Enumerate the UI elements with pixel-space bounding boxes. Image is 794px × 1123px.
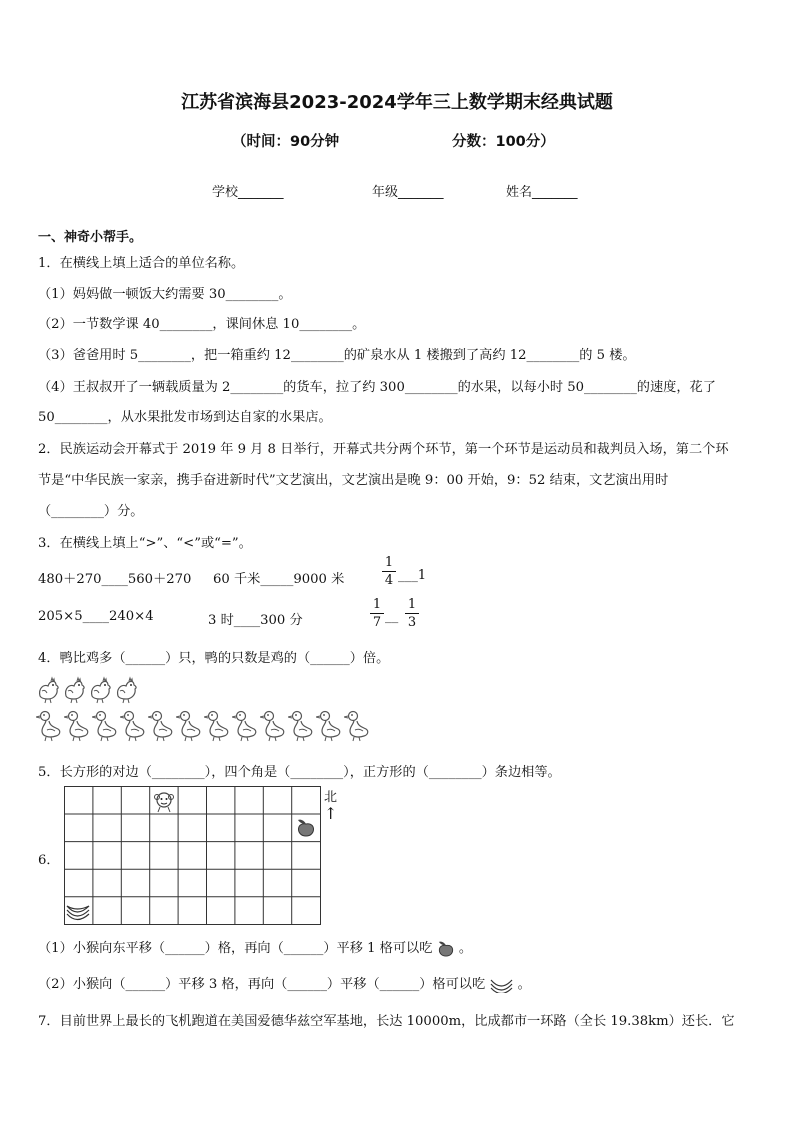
q6-part2 xyxy=(38,973,531,993)
q2-line2: 节是“中华民族一家亲，携手奋进新时代”文艺演出，文艺演出是晚 9：00 开始，9：52 结束，文艺演出用时 xyxy=(38,473,669,488)
duck-icon xyxy=(232,710,258,742)
duck-icon xyxy=(148,710,174,742)
q1-part4-line2: 50________，从水果批发市场到达自家的水果店。 xyxy=(38,410,332,425)
chicken-icon xyxy=(36,676,60,704)
q3-stem: 3．在横线上填上“>”、“<”或“=”。 xyxy=(38,536,252,551)
q6-part2-end: 。 xyxy=(517,977,531,992)
q6-label: 6． xyxy=(38,853,60,868)
chicken-icon xyxy=(62,676,86,704)
fraction-numerator: 1 xyxy=(372,597,382,612)
fraction-numerator: 1 xyxy=(407,597,417,612)
duck-icon xyxy=(288,710,314,742)
monkey-icon xyxy=(155,793,174,812)
fraction-bar xyxy=(405,613,419,614)
duck-icon xyxy=(176,710,202,742)
q1-stem: 1．在横线上填上适合的单位名称。 xyxy=(38,256,245,271)
q6-part1-end: 。 xyxy=(458,941,473,956)
fraction-numerator: 1 xyxy=(384,555,394,570)
q6-part1-text: （1）小猴向东平移（______）格，再向（______）平移 1 格可以吃 xyxy=(38,941,433,956)
q3-r1-b: 60 千米_____9000 米 xyxy=(213,572,345,587)
chicken-icon xyxy=(88,676,112,704)
q1-part3: （3）爸爸用时 5________，把一箱重约 12________的矿泉水从 1 楼搬到了高约 12________的 5 楼。 xyxy=(38,348,636,363)
school-field: 学校_______ xyxy=(212,185,284,200)
grade-field: 年级_______ xyxy=(372,185,444,200)
fraction-denominator: 4 xyxy=(384,573,394,588)
north-label: 北 xyxy=(324,790,338,805)
duck-icon xyxy=(92,710,118,742)
banana-icon xyxy=(489,977,513,993)
peach-icon xyxy=(298,820,314,836)
fraction-denominator: 7 xyxy=(372,615,382,630)
q1-part1: （1）妈妈做一顿饭大约需要 30________。 xyxy=(38,287,292,302)
exam-time: （时间：90分钟 xyxy=(232,134,340,150)
duck-icon xyxy=(344,710,370,742)
section-title: 一、神奇小帮手。 xyxy=(38,230,143,245)
q3-r2-b: 3 时____300 分 xyxy=(208,613,303,628)
duck-icon xyxy=(120,710,146,742)
fraction-bar xyxy=(370,613,384,614)
page-title: 江苏省滨海县2023-2024学年三上数学期末经典试题 xyxy=(181,92,613,113)
duck-icon xyxy=(204,710,230,742)
peach-icon xyxy=(437,941,455,957)
q6-part1 xyxy=(38,937,472,957)
q5-stem: 5．长方形的对边（________），四个角是（________），正方形的（________）条边相等。 xyxy=(38,765,561,780)
q4-stem: 4．鸭比鸡多（______）只，鸭的只数是鸡的（______）倍。 xyxy=(38,651,390,666)
fraction-1-4 xyxy=(382,555,396,588)
chicken-icon xyxy=(114,676,138,704)
q3-r1-a: 480＋270____560＋270 xyxy=(38,572,192,587)
q3-r2-c: __ xyxy=(385,609,399,624)
grid-map xyxy=(64,786,322,926)
q2-line1: 2．民族运动会开幕式于 2019 年 9 月 8 日举行，开幕式共分两个环节，第一个环节是运动员和裁判员入场，第二个环 xyxy=(38,442,729,457)
q1-part4-line1: （4）王叔叔开了一辆载质量为 2________的货车，拉了约 300________的水果，以每小时 50________的速度，花了 xyxy=(38,380,716,395)
north-arrow: ↑ xyxy=(324,804,338,823)
fraction-1-7 xyxy=(370,597,384,630)
q6-part2-text: （2）小猴向（______）平移 3 格，再向（______）平移（______）格可以吃 xyxy=(38,977,486,992)
exam-score: 分数：100分） xyxy=(452,134,555,150)
fraction-denominator: 3 xyxy=(407,615,417,630)
grid-lines xyxy=(64,786,321,925)
chicken-row xyxy=(36,676,140,708)
name-field: 姓名_______ xyxy=(506,185,578,200)
banana-icon xyxy=(67,906,89,920)
duck-icon xyxy=(260,710,286,742)
q3-r1-c: ___1 xyxy=(398,568,427,583)
q2-line3: （________）分。 xyxy=(38,504,144,519)
fraction-bar xyxy=(382,571,396,572)
fraction-1-3 xyxy=(405,597,419,630)
duck-icon xyxy=(316,710,342,742)
duck-icon xyxy=(36,710,62,742)
q3-r2-a: 205×5____240×4 xyxy=(38,609,154,624)
duck-icon xyxy=(64,710,90,742)
q1-part2: （2）一节数学课 40________，课间休息 10________。 xyxy=(38,317,366,332)
q7-line1: 7．目前世界上最长的飞机跑道在美国爱德华兹空军基地，长达 10000m，比成都市一环路（全长 19.38km）还长．它 xyxy=(38,1014,735,1029)
duck-row xyxy=(36,710,372,746)
